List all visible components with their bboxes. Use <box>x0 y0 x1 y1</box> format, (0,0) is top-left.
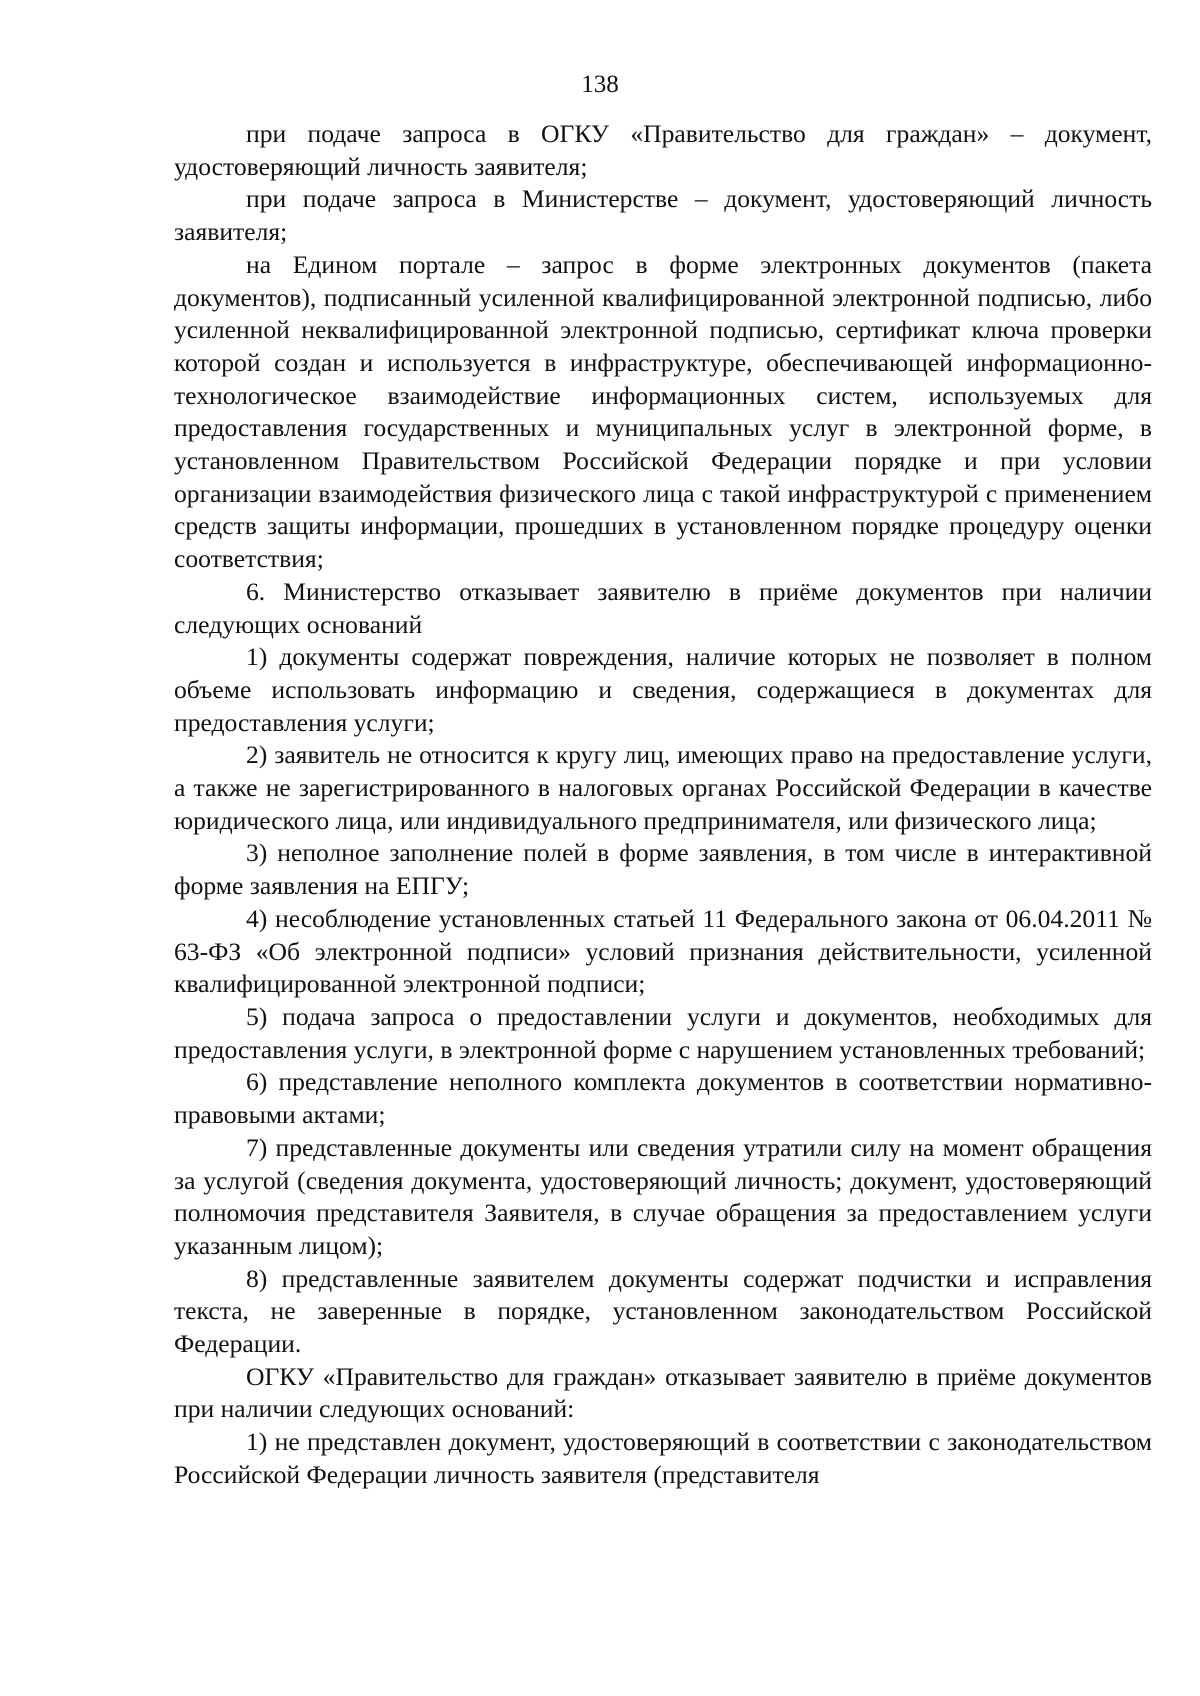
list-item: 8) представленные заявителем документы содержат подчистки и исправления текста, не заверенные в порядке, установленном законодательством Российской Федерации. <box>174 1263 1152 1359</box>
paragraph: на Едином портале – запрос в форме электронных документов (пакета документов), подписанный усиленной квалифицированной электронной подписью, либо усиленной неквалифицированной электронной подписью, сертификат ключа проверки которой создан и используется в инфраструктуре, обеспечивающей информационно-технологическое взаимодействие информационных систем, используемых для предоставления государственных и муниципальных услуг в электронной форме, в установленном Правительством Российской Федерации порядке и при условии организации взаимодействия физического лица с такой инфраструктурой с применением средств защиты информации, прошедших в установленном порядке процедуру оценки соответствия; <box>174 249 1152 574</box>
paragraph: 6. Министерство отказывает заявителю в приёме документов при наличии следующих оснований <box>174 576 1152 639</box>
paragraph: ОГКУ «Правительство для граждан» отказывает заявителю в приёме документов при наличии следующих оснований: <box>174 1361 1152 1424</box>
document-body <box>174 118 1152 1492</box>
list-item: 3) неполное заполнение полей в форме заявления, в том числе в интерактивной форме заявления на ЕПГУ; <box>174 838 1152 901</box>
list-item: 6) представление неполного комплекта документов в соответствии нормативно-правовыми актами; <box>174 1067 1152 1130</box>
paragraph: при подаче запроса в ОГКУ «Правительство для граждан» – документ, удостоверяющий личность заявителя; <box>174 119 1152 181</box>
list-item: 2) заявитель не относится к кругу лиц, имеющих право на предоставление услуги, а также не зарегистрированного в налоговых органах Российской Федерации в качестве юридического лица, или индивидуального предпринимателя, или физического лица; <box>174 740 1152 835</box>
list-item: 4) несоблюдение установленных статьей 11 Федерального закона от 06.04.2011 № 63-ФЗ «Об электронной подписи» условий признания действительности, усиленной квалифицированной электронной подписи; <box>174 903 1152 999</box>
page-number: 138 <box>581 71 619 98</box>
list-item: 1) не представлен документ, удостоверяющий в соответствии с законодательством Российской Федерации личность заявителя (представителя <box>174 1427 1152 1489</box>
list-item: 7) представленные документы или сведения утратили силу на момент обращения за услугой (сведения документа, удостоверяющий личность; документ, удостоверяющий полномочия представителя Заявителя, в случае обращения за предоставлением услуги указанным лицом); <box>174 1132 1152 1260</box>
list-item: 1) документы содержат повреждения, наличие которых не позволяет в полном объеме использовать информацию и сведения, содержащиеся в документах для предоставления услуги; <box>174 642 1152 737</box>
paragraph: при подаче запроса в Министерстве – документ, удостоверяющий личность заявителя; <box>174 184 1152 247</box>
list-item: 5) подача запроса о предоставлении услуги и документов, необходимых для предоставления услуги, в электронной форме с нарушением установленных требований; <box>174 1001 1152 1064</box>
